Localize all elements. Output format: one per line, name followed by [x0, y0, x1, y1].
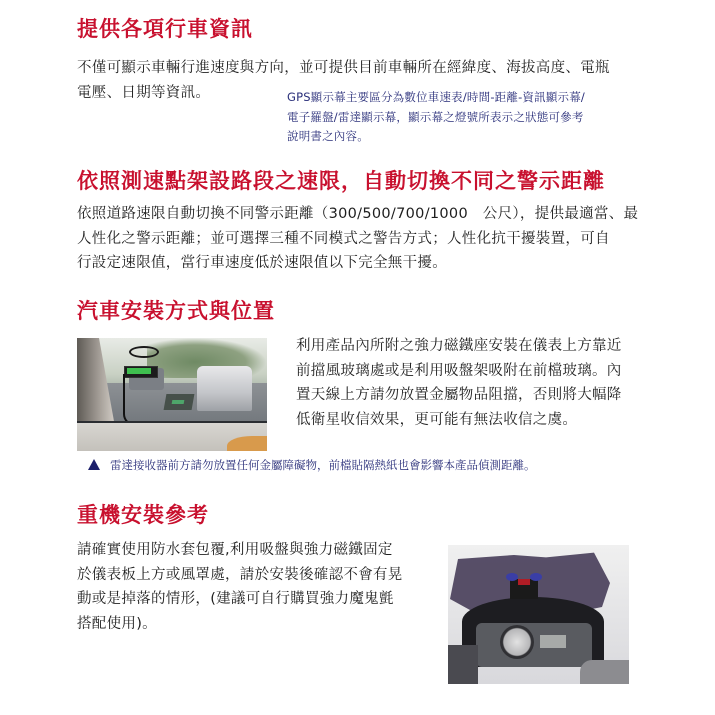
- body-line: 置天線上方請勿放置金屬物品阻擋，否則將大幅降: [296, 387, 622, 403]
- note-line: 說明書之內容。: [287, 129, 369, 143]
- heading-speed-limit: 依照測速點架設路段之速限，自動切換不同之警示距離: [77, 169, 605, 193]
- body-line: 依照道路速限自動切換不同警示距離（300/500/700/1000 公尺），提供最適當、最: [77, 206, 639, 222]
- body-line: 於儀表板上方或風罩處，請於安裝後確認不會有晃: [77, 566, 403, 583]
- warning-text: 雷達接收器前方請勿放置任何金屬障礙物，前檔貼隔熱紙也會影響本產品偵測距離。: [110, 458, 536, 472]
- body-line: 人性化之警示距離；並可選擇三種不同模式之警告方式；人性化抗干擾裝置，可自: [77, 230, 610, 247]
- body-line: 請確實使用防水套包覆,利用吸盤與強力磁鐵固定: [77, 542, 393, 558]
- heading-car-install: 汽車安裝方式與位置: [77, 299, 275, 323]
- motorcycle-dashboard-photo: [448, 545, 629, 684]
- body-line: 利用產品內所附之強力磁鐵座安裝在儀表上方靠近: [296, 338, 622, 354]
- warning-triangle-icon: [88, 459, 100, 470]
- heading-vehicle-info: 提供各項行車資訊: [77, 17, 253, 41]
- gps-antenna-icon: [129, 346, 159, 358]
- note-gps-display: [287, 88, 585, 147]
- body-line: 行設定速限值，當行車速度低於速限值以下完全無干擾。: [77, 255, 447, 271]
- speedometer-gauge-icon: [500, 625, 534, 659]
- body-line: 動或是掉落的情形，(建議可自行購買強力魔鬼氈: [77, 591, 394, 607]
- note-line: 電子羅盤/雷達顯示幕，顯示幕之燈號所表示之狀態可參考: [287, 109, 584, 124]
- body-car-install: [296, 334, 622, 432]
- body-line: 電壓、日期等資訊。: [77, 84, 211, 101]
- body-line: 前擋風玻璃處或是利用吸盤架吸附在前檔玻璃。內: [296, 362, 622, 379]
- body-line: 不僅可顯示車輛行進速度與方向，並可提供目前車輛所在經緯度、海拔高度、電瓶: [77, 60, 610, 76]
- body-line: 低衛星收信效果，更可能有無法收信之虞。: [296, 411, 578, 428]
- car-dashboard-photo: [77, 338, 267, 451]
- radar-warning: [88, 457, 536, 473]
- body-line: 搭配使用)。: [77, 615, 157, 632]
- body-motorcycle-install: [77, 538, 403, 636]
- heading-motorcycle-install: 重機安裝參考: [77, 503, 209, 527]
- note-line: GPS顯示幕主要區分為數位車速表/時間-距離-資訊顯示幕/: [287, 90, 585, 104]
- body-speed-limit: [77, 202, 638, 276]
